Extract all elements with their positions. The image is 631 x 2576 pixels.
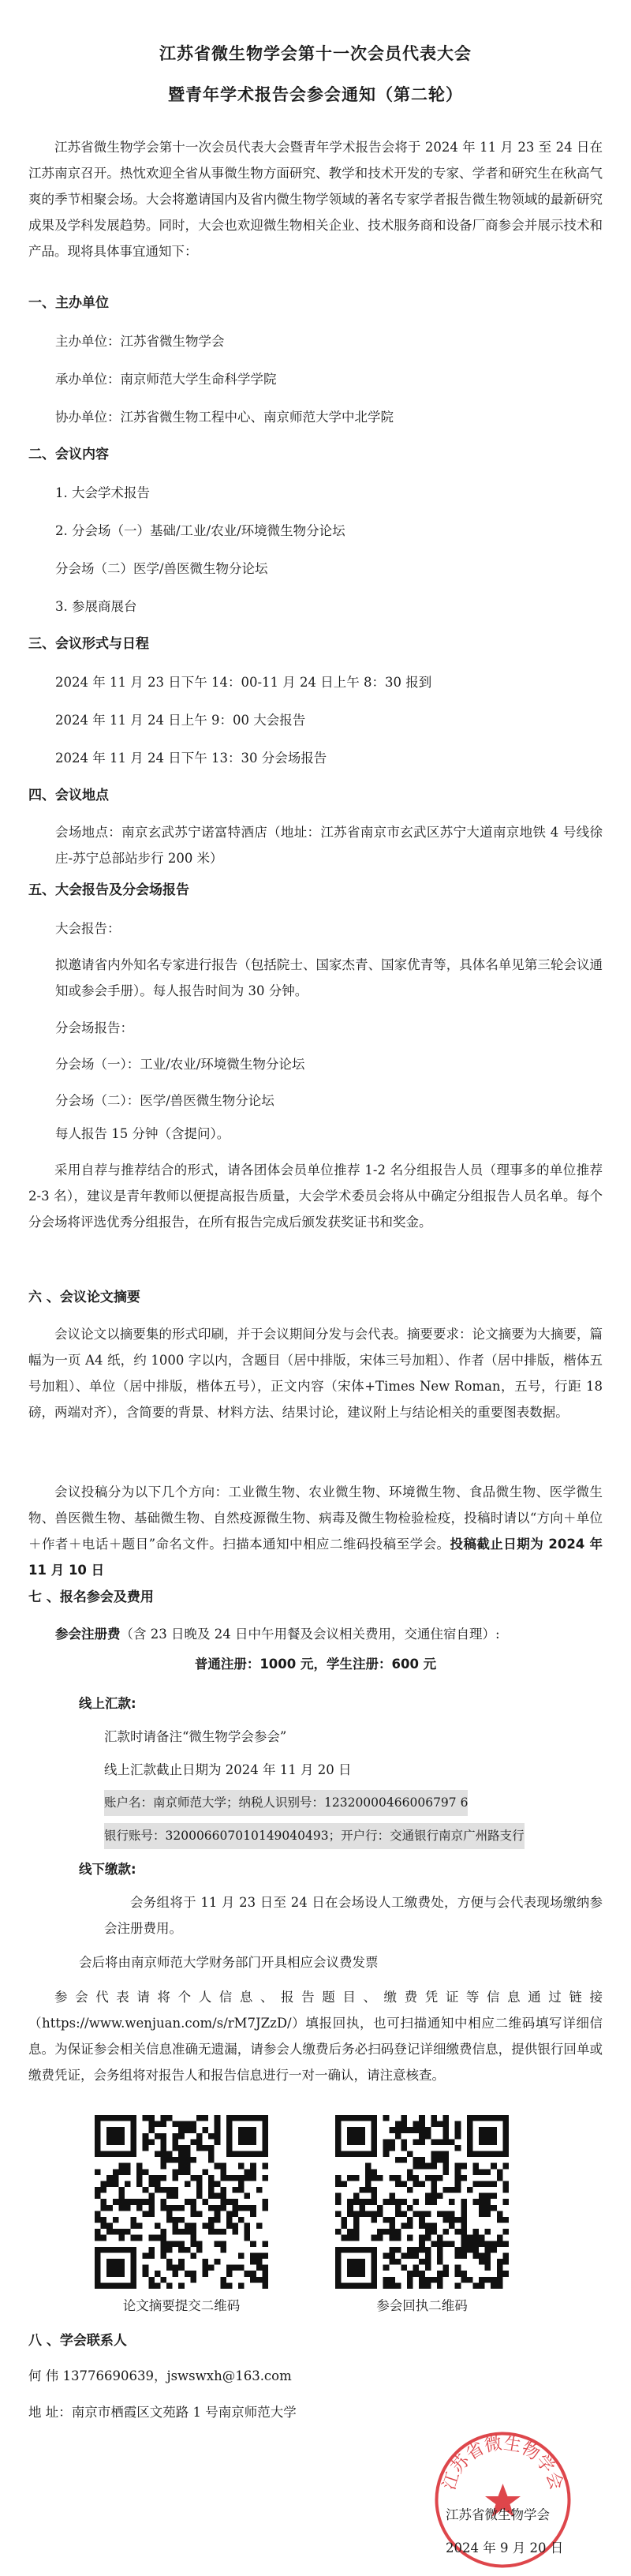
registration-paragraph: 参会代表请将个人信息、报告题目、缴费凭证等信息通过链接（https://www.wenjuan.com/s/rM7JZzD/）填报回执，也可扫描通知中相应二维码填写详细信息。为保证参会相关信息准确无遗漏，请参会人缴费后务必扫码登记详细缴费信息，提供银行回单或缴费凭证，会务组将对报告人和报告信息进行一对一确认，请注意核查。 xyxy=(28,1990,603,2083)
fee-amount: 普通注册：1000 元，学生注册：600 元 xyxy=(194,1657,437,1672)
section-4-heading: 四、会议地点 xyxy=(28,788,109,803)
online-deadline: 线上汇款截止日期为 2024 年 11 月 20 日 xyxy=(104,1762,352,1777)
schedule-line-1: 2024 年 11 月 23 日下午 14：00-11 月 24 日上午 8：30 报到 xyxy=(55,675,432,690)
plenary-label: 大会报告： xyxy=(55,921,121,936)
schedule-line-2: 2024 年 11 月 24 日上午 9：00 大会报告 xyxy=(55,713,306,728)
fee-line xyxy=(55,1621,500,1647)
section-7-heading: 七 、报名参会及费用 xyxy=(28,1589,154,1605)
content-item-2: 2. 分会场（一）基础/工业/农业/环境微生物分论坛 xyxy=(55,523,345,538)
seal-lettering: 江苏省微生物学会 xyxy=(439,2433,566,2493)
submission-paragraph xyxy=(28,1479,603,1583)
submission-text: 会议投稿分为以下几个方向：工业微生物、农业微生物、环境微生物、食品微生物、医学微生物、兽医微生物、基础微生物、自然疫源微生物、病毒及微生物检验检疫，投稿时请以“方向＋单位＋作者＋电话＋题目”命名文件。扫描本通知中相应二维码投稿至学会。 xyxy=(28,1485,603,1552)
online-payment-label: 线上汇款: xyxy=(79,1696,136,1711)
section-1-heading: 一、主办单位 xyxy=(28,295,109,311)
section-6-heading: 六 、会议论文摘要 xyxy=(28,1290,140,1305)
abstract-qr-caption: 论文摘要提交二维码 xyxy=(122,2298,241,2313)
address-line: 地 址：南京市栖霞区文苑路 1 号南京师范大学 xyxy=(28,2405,297,2420)
plenary-text: 拟邀请省内外知名专家进行报告（包括院士、国家杰青、国家优青等，具体名单见第三轮会议通知或参会手册）。每人报告时间为 30 分钟。 xyxy=(55,957,603,998)
venue-text: 会场地点：南京玄武苏宁诺富特酒店（地址：江苏省南京市玄武区苏宁大道南京地铁 4 号线徐庄-苏宁总部站步行 200 米） xyxy=(55,825,603,866)
signature-date: 2024 年 9 月 20 日 xyxy=(446,2540,564,2555)
host-line: 承办单位：南京师范大学生命科学学院 xyxy=(55,372,277,387)
signature-org: 江苏省微生物学会 xyxy=(446,2507,550,2522)
abstract-qr-code[interactable] xyxy=(95,2115,268,2289)
registration-qr-caption: 参会回执二维码 xyxy=(376,2298,468,2313)
session-label: 分会场报告： xyxy=(55,1020,133,1035)
title-line-2: 暨青年学术报告会参会通知（第二轮） xyxy=(168,85,463,104)
contact-line: 何 伟 13776690639，jswswxh@163.com xyxy=(28,2368,292,2383)
bank-line: 银行账号：320006607010149040493；开户行：交通银行南京广州路支行 xyxy=(104,1823,525,1849)
fee-label: 参会注册费 xyxy=(55,1627,121,1642)
registration-qr-code[interactable] xyxy=(335,2115,509,2289)
co-organizer-line: 协办单位：江苏省微生物工程中心、南京师范大学中北学院 xyxy=(55,410,394,425)
fee-text: （含 23 日晚及 24 日中午用餐及会议相关费用，交通住宿自理）: xyxy=(120,1627,500,1642)
intro-paragraph: 江苏省微生物学会第十一次会员代表大会暨青年学术报告会将于 2024 年 11 月 23 至 24 日在江苏南京召开。热忱欢迎全省从事微生物方面研究、教学和技术开发的专家、学者和研究生在秋高气爽的季节相聚会场。大会将邀请国内及省内微生物学领域的著名专家学者报告微生物领域的最新研究成果及学科发展趋势。同时，大会也欢迎微生物相关企业、技术服务商和设备厂商参会并展示技术和产品。现将具体事宜通知下： xyxy=(28,140,603,259)
content-item-3: 3. 参展商展台 xyxy=(55,599,137,614)
schedule-line-3: 2024 年 11 月 24 日下午 13：30 分会场报告 xyxy=(55,751,327,766)
section-8-heading: 八 、学会联系人 xyxy=(28,2333,127,2349)
selection-paragraph: 采用自荐与推荐结合的形式，请各团体会员单位推荐 1-2 名分组报告人员（理事多的单位推荐 2-3 名），建议是青年教师以便提高报告质量，大会学术委员会将从中确定分组报告人员名单。每个分会场将评选优秀分组报告，在所有报告完成后颁发获奖证书和奖金。 xyxy=(28,1163,603,1230)
offline-payment-label: 线下缴款: xyxy=(79,1862,136,1877)
content-item-1: 1. 大会学术报告 xyxy=(55,485,150,500)
title-line-1: 江苏省微生物学会第十一次会员代表大会 xyxy=(159,44,472,63)
section-5-heading: 五、大会报告及分会场报告 xyxy=(28,882,189,898)
session-1: 分会场（一）：工业/农业/环境微生物分论坛 xyxy=(55,1057,305,1072)
abstract-requirements: 会议论文以摘要集的形式印刷，并于会议期间分发与会代表。摘要要求：论文摘要为大摘要，篇幅为一页 A4 纸，约 1000 字以内，含题目（居中排版，宋体三号加粗）、作者（居中排版，楷体五号加粗）、单位（居中排版，楷体五号），正文内容（宋体+Times New Roman，五号，行距 18 磅，两端对齐），含简要的背景、材料方法、结果讨论，建议附上与结论相关的重要图表数据。 xyxy=(28,1327,603,1420)
session-time: 每人报告 15 分钟（含提问）。 xyxy=(55,1126,230,1141)
invoice-line: 会后将由南京师范大学财务部门开具相应会议费发票 xyxy=(79,1955,379,1970)
section-2-heading: 二、会议内容 xyxy=(28,447,109,462)
svg-text:江苏省微生物学会 xyxy=(439,2434,566,2492)
section-3-heading: 三、会议形式与日程 xyxy=(28,636,149,652)
submission-deadline: 投稿截止日期为 2024 年 11 月 10 日 xyxy=(28,1537,603,1578)
session-2: 分会场（二）：医学/兽医微生物分论坛 xyxy=(55,1093,274,1108)
organizer-line: 主办单位：江苏省微生物学会 xyxy=(55,334,225,349)
account-line: 账户名：南京师范大学；纳税人识别号：12320000466006797 6 xyxy=(104,1790,468,1816)
online-note: 汇款时请备注“微生物学会参会” xyxy=(104,1729,287,1744)
content-item-2b: 分会场（二）医学/兽医微生物分论坛 xyxy=(55,561,268,576)
offline-text: 会务组将于 11 月 23 日至 24 日在会场设人工缴费处，方便与会代表现场缴纳参会注册费用。 xyxy=(104,1895,603,1936)
